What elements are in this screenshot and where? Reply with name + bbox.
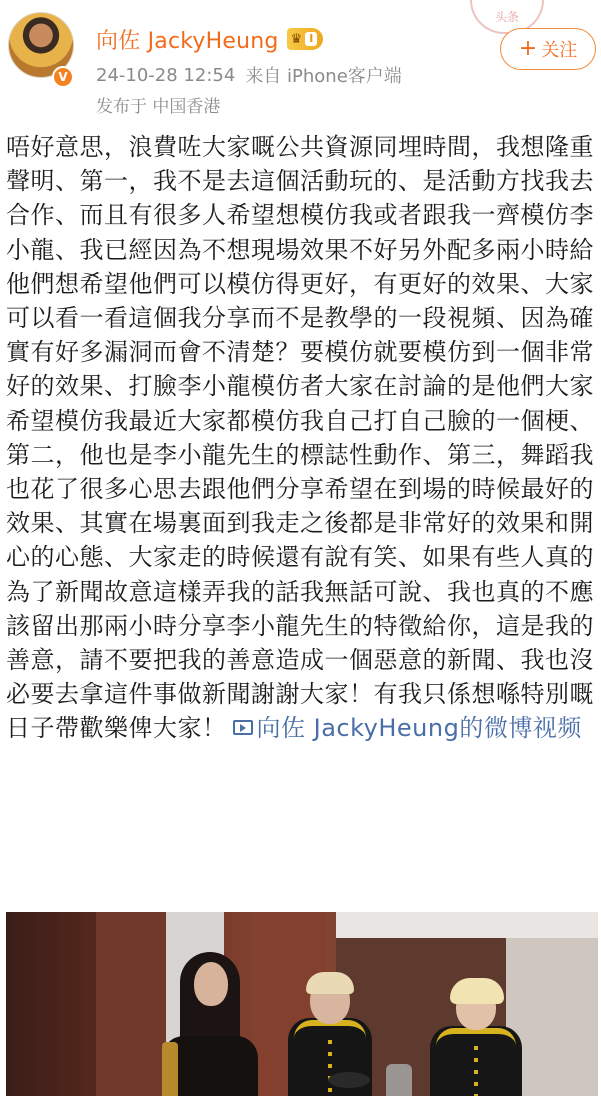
video-play-icon bbox=[233, 720, 253, 735]
hat bbox=[328, 1072, 370, 1088]
username-row bbox=[96, 24, 323, 54]
post-source: 来自 iPhone客户端 bbox=[245, 66, 402, 87]
person-left bbox=[156, 952, 266, 1096]
video-link-label: 向佐 JackyHeung的微博视频 bbox=[256, 714, 582, 743]
plus-icon: + bbox=[518, 36, 538, 61]
username[interactable]: 向佐 JackyHeung bbox=[96, 28, 279, 54]
post-text bbox=[6, 130, 598, 746]
chair bbox=[386, 1064, 412, 1096]
watermark-stamp: 头条 bbox=[470, 0, 544, 34]
follow-button[interactable] bbox=[500, 28, 596, 70]
post-location: 发布于 中国香港 bbox=[96, 97, 221, 117]
post-meta bbox=[96, 62, 402, 88]
post-text-content: 唔好意思，浪費咗大家嘅公共資源同埋時間，我想隆重聲明、第一，我不是去這個活動玩的、是活動方找我去合作、而且有很多人希望想模仿我或者跟我一齊模仿李小龍、我已經因為不想現場效果不好另外配多兩小時給他們想希望他們可以模仿得更好，有更好的效果、大家可以看一看這個我分享而不是教學的一段視頻、因為確實有好多漏洞而會不清楚？要模仿就要模仿到一個非常好的效果、打臉李小龍模仿者大家在討論的是他們大家希望模仿我最近大家都模仿我自己打自己臉的一個梗、第二，他也是李小龍先生的標誌性動作、第三，舞蹈我也花了很多心思去跟他們分享希望在到場的時候最好的效果、其實在場裏面到我走之後都是非常好的效果和開心的心態、大家走的時候還有說有笑、如果有些人真的為了新聞故意這樣弄我的話我無話可說、我也真的不應該留出那兩小時分享李小龍先生的特徵給你，這是我的善意，請不要把我的善意造成一個惡意的新聞、我也沒必要去拿這件事做新聞謝謝大家！有我只係想喺特別嘅日子帶歡樂俾大家！ bbox=[6, 133, 594, 743]
person-right bbox=[426, 984, 526, 1096]
post-timestamp: 24-10-28 12:54 bbox=[96, 64, 236, 86]
verified-v-icon: V bbox=[52, 66, 74, 88]
level-badge[interactable] bbox=[287, 28, 324, 50]
level-text: I bbox=[305, 32, 317, 46]
video-thumbnail[interactable] bbox=[6, 912, 598, 1096]
post-header bbox=[0, 0, 601, 122]
video-link[interactable] bbox=[227, 714, 582, 742]
follow-label: 关注 bbox=[541, 40, 578, 61]
crown-icon: ♛ bbox=[290, 31, 303, 47]
ceiling bbox=[336, 912, 598, 938]
